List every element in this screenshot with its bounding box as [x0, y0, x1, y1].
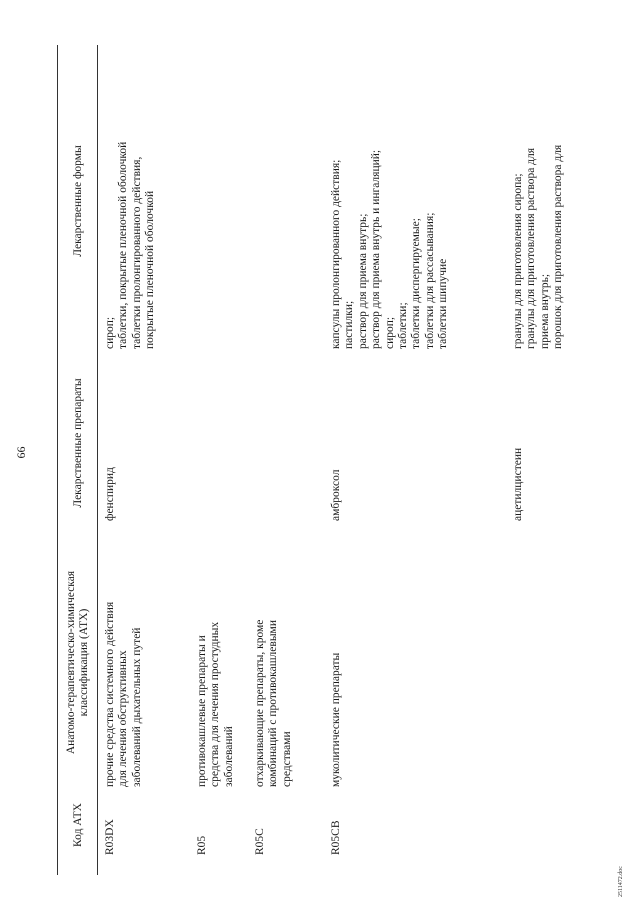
header-bottom-rule [97, 45, 98, 875]
page-number: 66 [14, 446, 28, 459]
row-code: R05C [254, 828, 266, 855]
column-header-code: Код АТХ [71, 803, 84, 847]
row-dosage-forms: капсулы пролонгированного действия; пастилки; раствор для приема внутрь; раствор для приема внутрь и ингаляций; сироп; таблетки; таблетки диспергируемые; таблетки для рассасывания; таблетки шипучие [330, 149, 450, 349]
row-dosage-forms: гранулы для приготовления сиропа; гранулы для приготовления раствора для приема внутрь; порошок для приготовления раствора для [512, 144, 565, 349]
column-header-atc: Анатомо-терапевтическо-химическая классификация (АТХ) [65, 570, 90, 755]
row-atc-description: муколитические препараты [330, 652, 342, 787]
row-atc-description: прочие средства системного действия для лечения обструктивных заболеваний дыхательных путей [104, 601, 143, 787]
row-drug: фенспирид [104, 467, 116, 521]
header-top-rule [57, 45, 58, 875]
row-atc-description: отхаркивающие препараты, кроме комбинаций с противокашлевыми средствами [254, 619, 293, 787]
row-code: R05CB [330, 820, 342, 855]
row-atc-description: противокашлевые препараты и средства для лечения простудных заболеваний [196, 621, 235, 787]
row-code: R05 [196, 835, 208, 855]
document-footer-code: 2511472.doc [618, 866, 624, 897]
row-code: R03DX [104, 819, 116, 855]
row-dosage-forms: сироп; таблетки, покрытые пленочной оболочкой таблетки пролонгированного действия, покрытые пленочной оболочкой [104, 141, 157, 349]
column-header-form: Лекарственные формы [71, 145, 84, 257]
row-drug: ацетилцистеин [512, 447, 524, 521]
column-header-drug: Лекарственные препараты [71, 378, 84, 508]
row-drug: амброксол [330, 469, 342, 521]
